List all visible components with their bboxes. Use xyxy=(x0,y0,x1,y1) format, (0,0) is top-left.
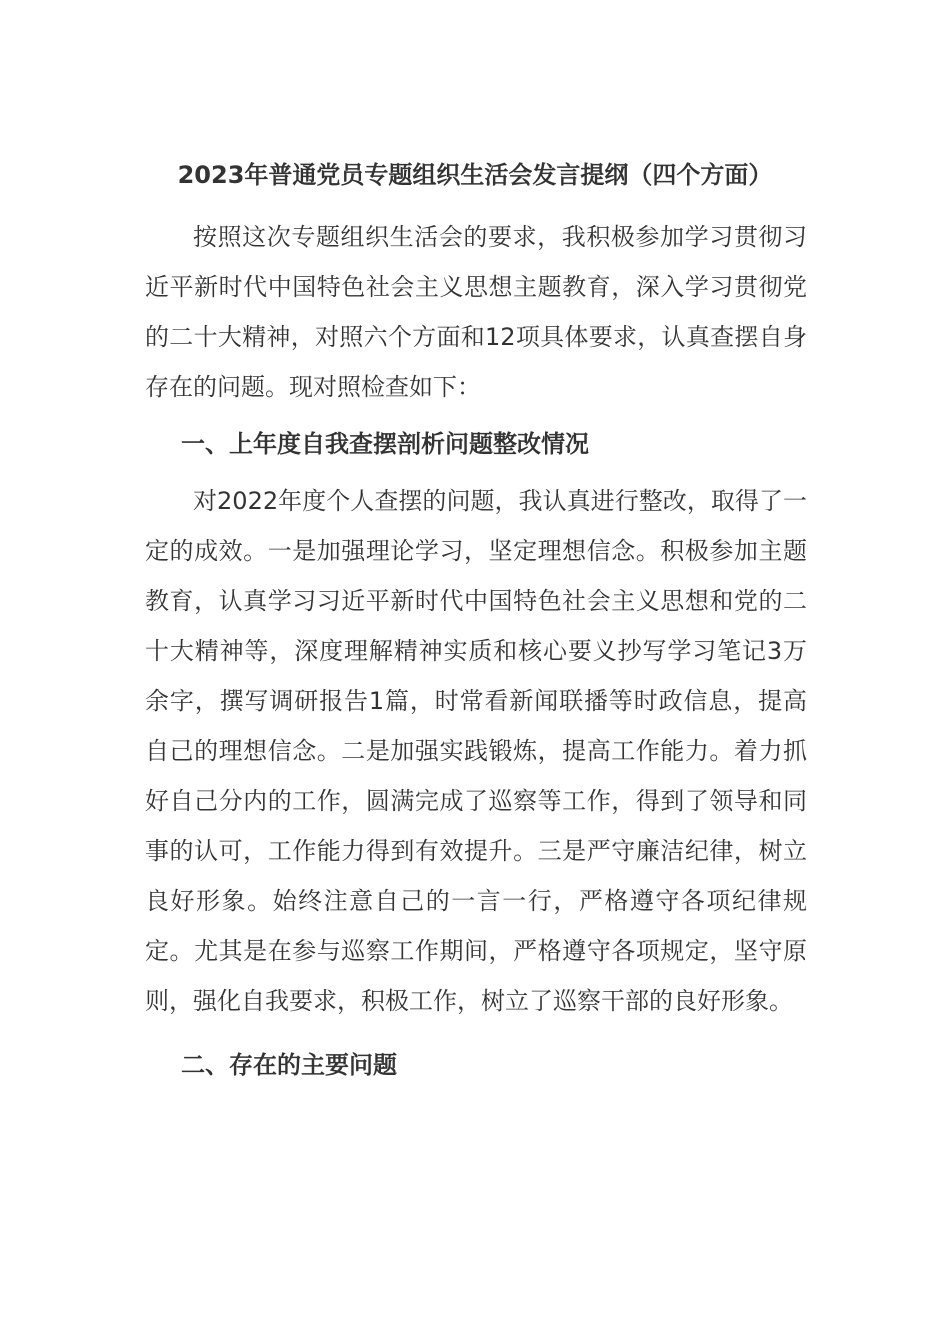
section-1-paragraph: 对2022年度个人查摆的问题，我认真进行整改，取得了一定的成效。一是加强理论学习，坚定理想信念。积极参加主题教育，认真学习习近平新时代中国特色社会主义思想和党的二十大精神等，深度理解精神实质和核心要义抄写学习笔记3万余字，撰写调研报告1篇，时常看新闻联播等时政信息，提高自己的理想信念。二是加强实践锻炼，提高工作能力。着力抓好自己分内的工作，圆满完成了巡察等工作，得到了领导和同事的认可，工作能力得到有效提升。三是严守廉洁纪律，树立良好形象。始终注意自己的一言一行，严格遵守各项纪律规定。尤其是在参与巡察工作期间，严格遵守各项规定，坚守原则，强化自我要求，积极工作，树立了巡察干部的良好形象。 xyxy=(145,487,807,1015)
document-title: 2023年普通党员专题组织生活会发言提纲（四个方面） xyxy=(177,161,773,189)
section-2-heading: 二、存在的主要问题 xyxy=(181,1051,397,1079)
intro-paragraph: 按照这次专题组织生活会的要求，我积极参加学习贯彻习近平新时代中国特色社会主义思想主题教育，深入学习贯彻党的二十大精神，对照六个方面和12项具体要求，认真查摆自身存在的问题。现对照检查如下： xyxy=(145,223,807,401)
document-body xyxy=(145,212,807,1090)
section-1-heading: 一、上年度自我查摆剖析问题整改情况 xyxy=(181,430,589,458)
